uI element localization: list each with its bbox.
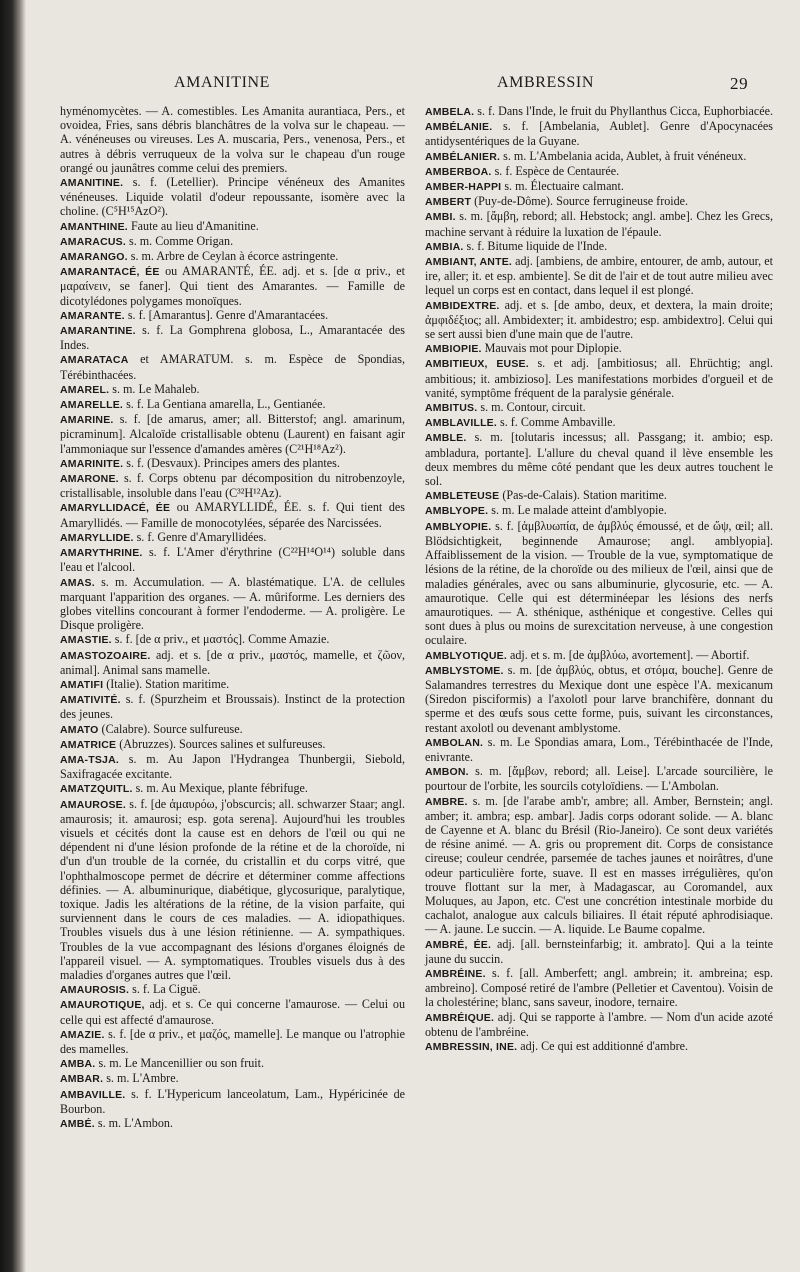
- entry-definition: s. m. Le Spondias amara, Lom., Térébinthacée de l'Inde, enivrante.: [425, 734, 773, 764]
- entry-headword: AMAS.: [60, 576, 95, 589]
- entry-headword: AMBIA.: [425, 240, 464, 253]
- entry-headword: AMATZQUITL.: [60, 783, 133, 796]
- entry-definition: s. f. Espèce de Centaurée.: [491, 163, 620, 178]
- entry-definition: s. f. [ἀμβλυωπία, de ἀμβλύς émoussé, et de ὤψ, œil; all. Blödsichtigkeit, beginnende Amaurose; angl. amblyopia]. Affaiblissement de la vision. — Trouble de la vue, symptomatique de lésions de la rétine, de la choroïde ou des milieux de l'œil, ainsi que de maladies générales, avec ou sans albuminurie, glycosurie, etc. — A. amaurotique. Celle qui est déterminéepar les lésions des nerfs amaurotiques. — A. sthénique, asthénique et congestive. Celles qui sont dues à plus ou moins de surexcitation nerveuse, à une congestion oculaire.: [425, 518, 773, 648]
- entry-headword: AMBERBOA.: [425, 165, 492, 178]
- entry-definition: s. f. L'Amer d'érythrine (C²²H¹⁴O¹⁴) soluble dans l'eau et l'alcool.: [60, 545, 405, 575]
- dictionary-entry: [60, 175, 405, 219]
- entry-headword: AMBIANT, ANTE.: [425, 256, 513, 269]
- entry-headword: AMARATACA: [60, 354, 129, 367]
- entry-definition: s. m. Au Japon l'Hydrangea Thunbergii, Siebold, Saxifragacée excitante.: [60, 751, 405, 782]
- dictionary-entry: [60, 249, 405, 264]
- entry-definition: s. f. La Gentiana amarella, L., Gentianée.: [123, 397, 326, 412]
- entry-definition: s. m. Le Mahaleb.: [109, 381, 200, 396]
- entry-definition: ou AMARANTÉ, ÉE. adj. et s. [de α priv., et μαραίνειν, se faner]. Qui tient des Amarantes. — Famille de dicotylédones polygames monoïques.: [60, 264, 406, 308]
- entry-definition: s. m. Contour, circuit.: [477, 400, 586, 415]
- entry-headword: AMARYLLIDACÉ, ÉE: [60, 502, 171, 515]
- dictionary-entry: [60, 648, 405, 677]
- entry-headword: AMAUROSE.: [60, 798, 126, 811]
- entry-headword: AMBLE.: [425, 432, 467, 445]
- dictionary-entry: [60, 456, 405, 471]
- entry-headword: AMBAR.: [60, 1073, 104, 1086]
- entry-definition: s. f. [de α priv., et μαστός]. Comme Amazie.: [111, 632, 330, 647]
- dictionary-entry: [60, 264, 405, 308]
- dictionary-entry: [60, 323, 405, 352]
- entry-headword: AMBER-HAPPI: [425, 181, 502, 194]
- entry-definition: s. f. [Amarantus]. Genre d'Amarantacées.: [124, 307, 329, 322]
- entry-definition: s. f. [de α priv., et μαζός, mamelle]. Le manque ou l'atrophie des mamelles.: [60, 1026, 405, 1056]
- entry-definition: adj. Ce qui est additionné d'ambre.: [517, 1039, 689, 1053]
- entry-definition: s. f. L'Hypericum lanceolatum, Lam., Hypéricinée de Bourbon.: [60, 1086, 405, 1116]
- dictionary-entry: [60, 1027, 405, 1056]
- dictionary-entry: [60, 412, 405, 456]
- entry-headword: AMBLYOTIQUE.: [425, 649, 507, 662]
- entry-headword: AMARANGO.: [60, 251, 128, 264]
- entry-definition: s. f. (Desvaux). Principes amers des plantes.: [123, 455, 340, 470]
- dictionary-entry: [425, 164, 773, 179]
- entry-headword: AMANITINE.: [60, 177, 124, 190]
- dictionary-entry: [60, 104, 405, 175]
- entry-definition: s. m. L'Ambelania acida, Aublet, à fruit vénéneux.: [500, 148, 747, 163]
- dictionary-entry: [60, 308, 405, 323]
- dictionary-entry: [60, 219, 405, 234]
- entry-headword: AMAUROSIS.: [60, 984, 130, 997]
- entry-headword: AMBLYOPE.: [425, 505, 489, 518]
- entry-headword: AMBLETEUSE: [425, 490, 500, 503]
- entry-definition: adj. Qui se rapporte à l'ambre. — Nom d'un acide azoté obtenu de l'ambréine.: [425, 1009, 773, 1039]
- entry-definition: s. m. L'Ambon.: [94, 1116, 173, 1131]
- entry-headword: AMBÉLANIE.: [425, 121, 493, 134]
- entry-definition: s. f. Corps obtenu par décomposition du nitrobenzoyle, cristallisable, insoluble dans l'eau (C³²H¹²Az).: [60, 471, 405, 501]
- dictionary-entry: [425, 119, 773, 148]
- entry-headword: AMASTIE.: [60, 634, 112, 647]
- dictionary-entry: [60, 575, 405, 633]
- dictionary-entry: [60, 752, 405, 781]
- dictionary-entry: [60, 797, 405, 983]
- dictionary-entry: [60, 471, 405, 500]
- entry-definition: s. m. [tolutaris incessus; all. Passgang; it. ambio; esp. ambladura, portante]. L'allure du cheval quand il lève ensemble les deux membres du même côté pendant que les deux autres touchent le sol.: [425, 430, 773, 489]
- entry-headword: AMA-TSJA.: [60, 753, 119, 766]
- dictionary-entry: [60, 692, 405, 721]
- dictionary-entry: [60, 352, 405, 381]
- entry-definition: Mauvais mot pour Diplopie.: [481, 341, 622, 356]
- dictionary-entry: [425, 735, 773, 764]
- entry-headword: AMBIOPIE.: [425, 343, 482, 356]
- dictionary-entry: [425, 1039, 773, 1054]
- dictionary-entry: [425, 488, 773, 503]
- dictionary-entry: [425, 194, 773, 209]
- entry-headword: AMARINE.: [60, 414, 114, 427]
- dictionary-entry: [425, 764, 773, 793]
- entry-definition: adj. et s. [de ambo, deux, et dextera, la main droite; ἀμφιδέξιος; all. Ambidexter; it. ambidestro; esp. ambidextro]. Celui qui se sert aussi bien d'une main que de l'autre.: [425, 297, 773, 342]
- entry-definition: s. m. Arbre de Ceylan à écorce astringente.: [127, 249, 339, 264]
- entry-definition: adj. et s. m. [de ἀμβλύω, avortement]. — Abortif.: [506, 647, 750, 662]
- entry-definition: adj. [all. bernsteinfarbig; it. ambrato]. Qui a la teinte jaune du succin.: [425, 936, 773, 966]
- entry-definition: s. f. [all. Amberfett; angl. ambrein; it. ambreina; esp. ambreino]. Composé retiré de l'ambre (Pelletier et Caventou). Voisin de la cholestérine; blanc, sans saveur, inodore, ternaire.: [425, 965, 773, 1010]
- entry-definition: s. f. La Gomphrena globosa, L., Amarantacée des Indes.: [60, 323, 405, 353]
- entry-definition: s. f. (Spurzheim et Broussais). Instinct de la protection des jeunes.: [60, 692, 405, 722]
- entry-definition: s. m. Au Mexique, plante fébrifuge.: [132, 781, 308, 796]
- entry-definition: Faute au lieu d'Amanitine.: [127, 218, 259, 233]
- dictionary-entry: [425, 794, 773, 937]
- entry-definition: s. m. [de l'arabe amb'r, ambre; all. Amber, Bernstein; angl. amber; it. ambra; esp. ambar]. Jadis corps odorant solide. — A. blanc de Cayenne et A. blanc du Brésil (Rio-Janeiro). Ce sont deux variétés de résine animé. — A. gris ou proprement dit. Corps de consistance cireuse; couleur cendrée, parsemée de taches jaunes et noirâtres, d'une odeur particulière forte, suave. Il est en masses irrégulières, qu'on trouve flottant sur la mer, à Madagascar, au Coromandel, aux Moluques, au Japon, etc. C'est une concrétion intestinale morbide du cachalot, analogue aux calculs biliaires. Il était réputé aphrodisiaque. — A. jaune. Le succin. — A. liquide. Le Baume copalme.: [425, 793, 773, 937]
- header-left-guide-word: AMANITINE: [174, 74, 271, 91]
- dictionary-entry: [60, 632, 405, 647]
- entry-headword: AMARYTHRINE.: [60, 547, 143, 560]
- entry-definition: s. f. La Ciguë.: [129, 982, 201, 997]
- entry-definition: s. m. [de ἀμβλύς, obtus, et στόμα, bouche]. Genre de Salamandres terrestres du Mexique dont une espèce l'A. mexicanum (Siredon pisciformis) a l'axolotl pour larve branchifère, donnant du sperme et des œufs sous cette forme, puis, suivant les circonstances, restant axolotl ou devenant amblystome.: [425, 662, 773, 735]
- entry-headword: AMBOLAN.: [425, 736, 484, 749]
- entry-definition: et AMARATUM. s. m. Espèce de Spondias, Térébinthacées.: [60, 352, 405, 382]
- entry-definition: s. m. Le malade atteint d'amblyopie.: [488, 503, 667, 518]
- dictionary-entry: [425, 503, 773, 518]
- dictionary-entry: [425, 663, 773, 735]
- entry-headword: AMARONE.: [60, 473, 119, 486]
- dictionary-entry: [425, 254, 773, 298]
- entry-definition: s. m. [ἄμβη, rebord; all. Hebstock; angl. ambe]. Chez les Grecs, machine servant à réduire la luxation de l'épaule.: [425, 209, 773, 239]
- entry-definition: (Pas-de-Calais). Station maritime.: [499, 488, 667, 503]
- dictionary-entry: [60, 1116, 405, 1131]
- entry-headword: AMAZIE.: [60, 1028, 105, 1041]
- dictionary-entry: [60, 677, 405, 692]
- entry-headword: AMBA.: [60, 1058, 96, 1071]
- entry-definition: (Italie). Station maritime.: [103, 676, 230, 691]
- entry-definition: s. f. Genre d'Amaryllidées.: [133, 529, 267, 544]
- dictionary-entry: [60, 382, 405, 397]
- entry-headword: AMBRÉINE.: [425, 967, 486, 980]
- dictionary-entry: [60, 234, 405, 249]
- entry-headword: AMBRÉIQUE.: [425, 1011, 495, 1024]
- entry-definition: hyménomycètes. — A. comestibles. Les Amanita aurantiaca, Pers., et ovoidea, Fries, sans débris blanchâtres de la volva sur le chapeau. — A. vénéneuses ou vireuses. Les A. muscaria, Pers., venenosa, Pers., et autres à débris verruqueux de la volva sur le chapeau d'un rouge orangé ou jaunâtres comme celui des premiers.: [60, 104, 405, 175]
- entry-headword: AMBLYOPIE.: [425, 520, 492, 533]
- entry-headword: AMBELA.: [425, 106, 475, 118]
- entry-headword: AMANTHINE.: [60, 220, 128, 233]
- entry-headword: AMARANTINE.: [60, 325, 136, 338]
- dictionary-entry: [425, 149, 773, 164]
- entry-headword: AMBRE.: [425, 795, 468, 808]
- dictionary-entry: [425, 1010, 773, 1039]
- entry-definition: s. m. Accumulation. — A. blastématique. L'A. de cellules marquant l'apparition des organes. — A. mûriforme. Les derniers des globes vitellins concourant à former l'endoderme. — A. proligère. Le Disque proligère.: [60, 574, 405, 633]
- entry-headword: AMBÉLANIER.: [425, 150, 501, 163]
- entry-headword: AMBLYSTOME.: [425, 664, 504, 677]
- entry-headword: AMAUROTIQUE,: [60, 999, 145, 1012]
- entry-definition: adj. [ambiens, de ambire, entourer, de amb, autour, et ire, aller; it. et esp. ambiente]. Se dit de l'air et de tout autre milieu avec lequel un corps est en contact, dans lequel il est plongé.: [425, 254, 773, 298]
- entry-definition: s. m. Le Mancenillier ou son fruit.: [95, 1056, 265, 1071]
- entry-definition: s. et adj. [ambitiosus; all. Ehrüchtig; angl. ambitious; it. ambizioso]. Les manifestations morbides d'orgueil et de vanité, symptôme fréquent de la paralysie générale.: [425, 356, 773, 400]
- dictionary-entry: [60, 1056, 405, 1071]
- dictionary-entry: [60, 997, 405, 1026]
- left-column: [60, 104, 405, 1131]
- entry-definition: s. f. [de ἀμαυρόω, j'obscurcis; all. schwarzer Staar; angl. amaurosis; it. amaurosi; esp. gota serena]. Aujourd'hui les troubles visuels et cécités dont la cause est en dehors de l'œil ou qui ne dépendent ni d'une lésion profonde de la rétine et de la choroïde, ni d'un d'un trouble de la cornée, du cristallin et du corps vitré, que l'ophthalmoscope permet de décrire et déterminer comme affections définies. — A. albuminurique, diabétique, glycosurique, paralytique, toxique. Jadis les altérations de la rétine, de la vision parfaite, qui surviennent dans le cours de ces maladies. — A. idiopathiques. Troubles visuels dus à une lésion rétinienne. — A. sympathiques. Troubles de la vue accompagnant des lésions d'organes éloignés de l'appareil visuel. — A. symptomatiques. Troubles visuels dus à des maladies d'organes autres que l'œil.: [60, 796, 405, 982]
- entry-headword: AMBAVILLE.: [60, 1088, 126, 1101]
- dictionary-entry: [60, 1071, 405, 1086]
- entry-headword: AMARANTACÉ, ÉE: [60, 266, 160, 279]
- dictionary-entry: [425, 415, 773, 430]
- entry-definition: (Puy-de-Dôme). Source ferrugineuse froide.: [471, 194, 689, 209]
- entry-headword: AMBITUS.: [425, 402, 478, 415]
- dictionary-entry: [425, 430, 773, 488]
- entry-headword: AMBRÉ, ÉE.: [425, 938, 492, 951]
- right-column: [425, 104, 773, 1054]
- entry-definition: s. f. (Letellier). Principe vénéneux des Amanites vénéneuses. Liquide volatil d'odeur repoussante, isomère avec la choline. (C⁵H¹⁵AzO²).: [60, 175, 405, 219]
- entry-definition: (Calabre). Source sulfureuse.: [98, 721, 243, 736]
- page-header: [60, 70, 784, 96]
- entry-definition: s. f. Bitume liquide de l'Inde.: [463, 238, 608, 253]
- entry-headword: AMATIVITÉ.: [60, 694, 121, 707]
- dictionary-entry: [425, 400, 773, 415]
- entry-definition: s. f. [de amarus, amer; all. Bitterstof; angl. amarinum, picraminum]. Alcaloïde cristallisable obtenu (Laurent) en faisant agir l'ammoniaque sur l'essence d'amandes amères (C²¹H¹⁸Az²).: [60, 412, 405, 456]
- entry-headword: AMARYLLIDE.: [60, 531, 134, 544]
- entry-headword: AMBRESSIN, INE.: [425, 1041, 518, 1053]
- dictionary-entry: [425, 937, 773, 966]
- dictionary-entry: [60, 397, 405, 412]
- entry-definition: s. m. L'Ambre.: [103, 1071, 179, 1086]
- dictionary-entry: [425, 104, 773, 119]
- dictionary-entry: [425, 519, 773, 648]
- dictionary-entry: [60, 1087, 405, 1116]
- entry-definition: s. m. Électuaire calmant.: [501, 179, 624, 194]
- dictionary-entry: [60, 500, 405, 529]
- dictionary-entry: [60, 737, 405, 752]
- dictionary-entry: [425, 966, 773, 1010]
- entry-headword: AMATRICE: [60, 738, 117, 751]
- dictionary-entry: [425, 179, 773, 194]
- entry-headword: AMATIFI: [60, 678, 104, 691]
- dictionary-entry: [425, 209, 773, 238]
- dictionary-entry: [60, 781, 405, 796]
- dictionary-entry: [60, 545, 405, 574]
- entry-headword: AMASTOZOAIRE.: [60, 649, 151, 662]
- entry-headword: AMARANTE.: [60, 309, 125, 322]
- dictionary-entry: [60, 722, 405, 737]
- entry-definition: s. f. Dans l'Inde, le fruit du Phyllanthus Cicca, Euphorbiacée.: [474, 104, 773, 118]
- entry-definition: s. f. Comme Ambaville.: [497, 415, 616, 430]
- dictionary-entry: [425, 356, 773, 400]
- entry-definition: s. m. [ἄμβων, rebord; all. Leise]. L'arcade sourcilière, le pourtour de l'orbite, les sourcils cotyloïdiens. — L'Ambolan.: [425, 764, 773, 794]
- dictionary-entry: [425, 648, 773, 663]
- entry-definition: adj. et s. Ce qui concerne l'amaurose. — Celui ou celle qui est affecté d'amaurose.: [60, 997, 405, 1027]
- entry-headword: AMARINITE.: [60, 457, 124, 470]
- dictionary-entry: [60, 530, 405, 545]
- header-right-guide-word: AMBRESSIN: [497, 74, 594, 91]
- book-spine-shadow: [0, 0, 26, 1272]
- entry-definition: (Abruzzes). Sources salines et sulfureuses.: [116, 736, 326, 751]
- entry-headword: AMARACUS.: [60, 235, 126, 248]
- entry-headword: AMBI.: [425, 211, 456, 224]
- dictionary-entry: [60, 982, 405, 997]
- entry-headword: AMBON.: [425, 766, 469, 779]
- dictionary-entry: [425, 341, 773, 356]
- entry-headword: AMBERT: [425, 196, 472, 209]
- entry-headword: AMATO: [60, 723, 99, 736]
- page-number: 29: [730, 74, 749, 93]
- entry-headword: AMBLAVILLE.: [425, 417, 497, 430]
- entry-headword: AMBIDEXTRE.: [425, 299, 500, 312]
- entry-definition: s. f. [Ambelania, Aublet]. Genre d'Apocynacées antidysentériques de la Guyane.: [425, 119, 773, 149]
- dictionary-entry: [425, 239, 773, 254]
- dictionary-entry: [425, 298, 773, 342]
- entry-headword: AMBITIEUX, EUSE.: [425, 358, 529, 371]
- entry-headword: AMAREL.: [60, 383, 110, 396]
- entry-headword: AMARELLE.: [60, 399, 124, 412]
- entry-definition: adj. et s. [de α priv., μαστός, mamelle, et ζῶον, animal]. Animal sans mamelle.: [60, 647, 405, 677]
- entry-definition: ou AMARYLLIDÉ, ÉE. s. f. Qui tient des Amaryllidés. — Famille de monocotylées, séparée des Narcissées.: [60, 500, 405, 530]
- entry-headword: AMBÉ.: [60, 1118, 95, 1131]
- entry-definition: s. m. Comme Origan.: [125, 233, 234, 248]
